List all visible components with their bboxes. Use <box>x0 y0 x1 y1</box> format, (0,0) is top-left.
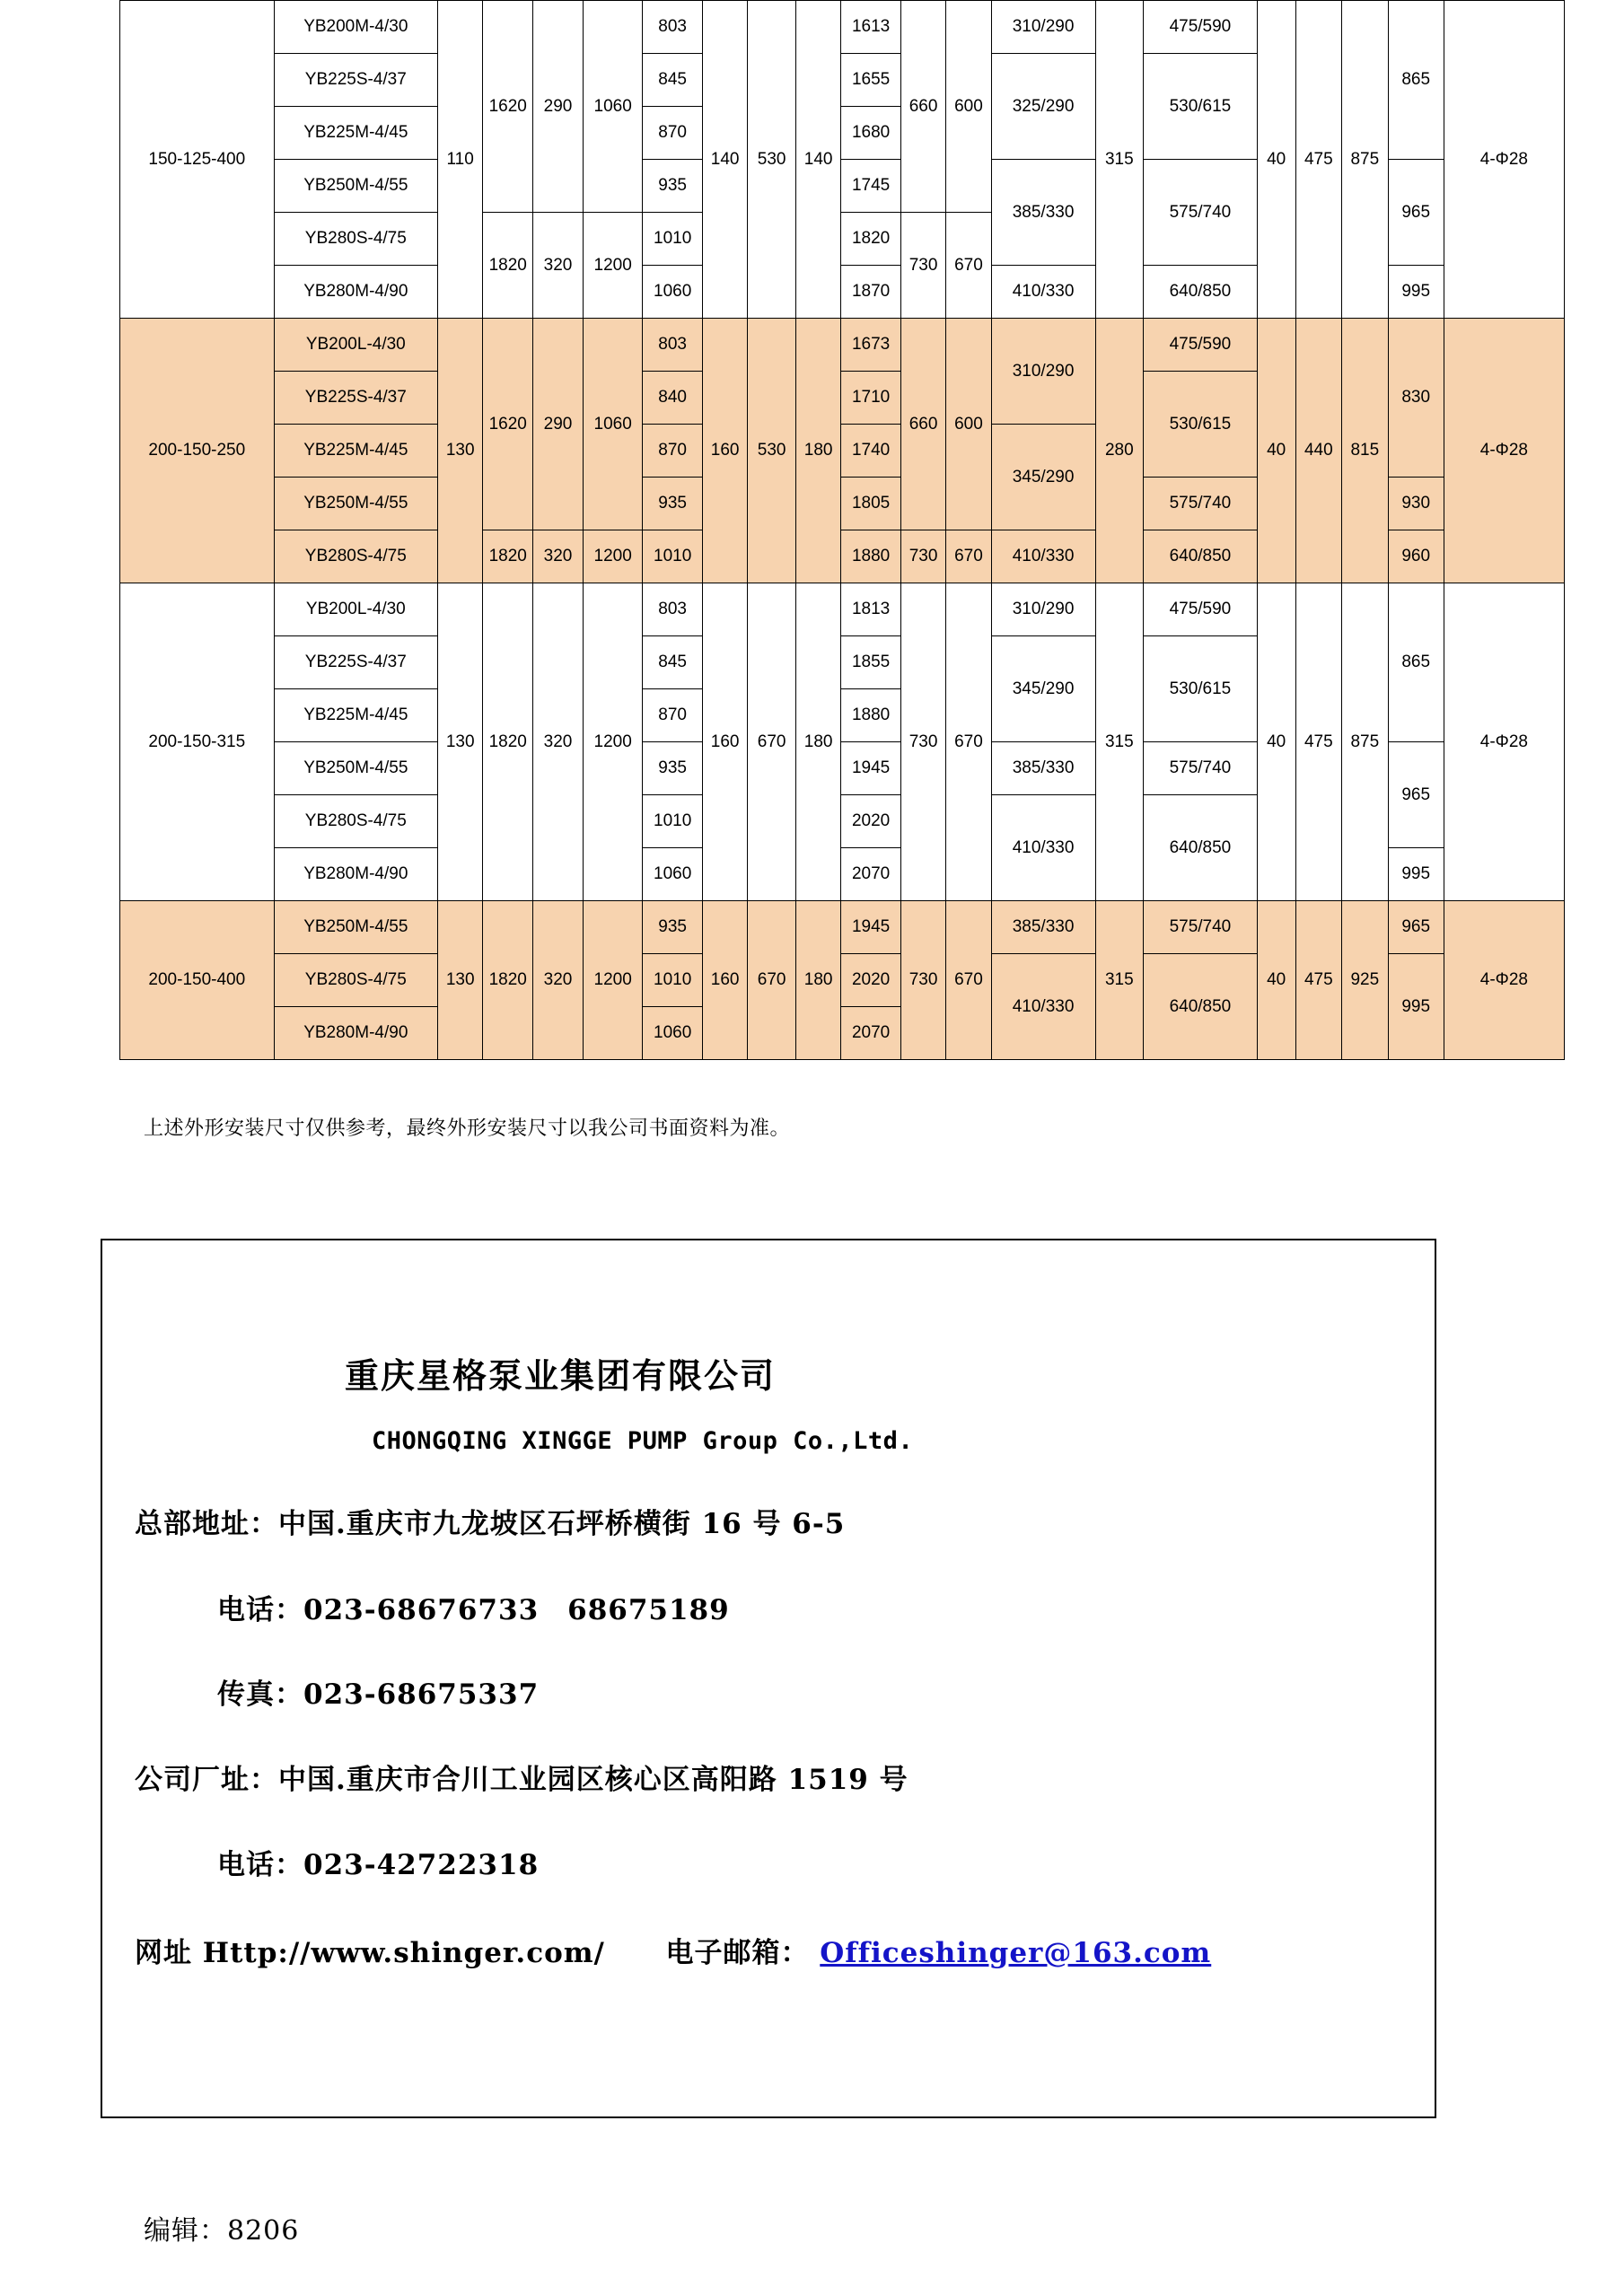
cell-dim-n: 475/590 <box>1144 319 1258 372</box>
cell-dim-n: 640/850 <box>1144 795 1258 901</box>
cell-dim-d: 1200 <box>583 901 643 1060</box>
cell-dim-b: 1620 <box>483 319 533 530</box>
cell-motor-model: YB250M-4/55 <box>274 742 437 795</box>
cell-dim-d: 1200 <box>583 530 643 583</box>
cell-dim-n: 640/850 <box>1144 530 1258 583</box>
cell-motor-model: YB200L-4/30 <box>274 319 437 372</box>
cell-motor-model: YB280S-4/75 <box>274 213 437 266</box>
cell-dim-n: 575/740 <box>1144 478 1258 530</box>
cell-dim-i: 1710 <box>841 372 901 425</box>
cell-dim-j: 660 <box>900 319 945 530</box>
cell-dim-r: 830 <box>1388 319 1444 478</box>
cell-dim-b: 1820 <box>483 213 533 319</box>
cell-pump-size: 200-150-250 <box>120 319 275 583</box>
cell-dim-i: 1820 <box>841 213 901 266</box>
cell-dim-c: 290 <box>533 319 584 530</box>
cell-dim-n: 640/850 <box>1144 954 1258 1060</box>
cell-dim-n: 575/740 <box>1144 901 1258 954</box>
cell-dim-k: 600 <box>946 1 991 213</box>
cell-dim-n: 575/740 <box>1144 742 1258 795</box>
cell-dim-q: 925 <box>1342 901 1388 1060</box>
cell-dim-n: 640/850 <box>1144 266 1258 319</box>
cell-dim-i: 1880 <box>841 689 901 742</box>
website-email-row <box>135 1930 1211 1970</box>
cell-bolt-spec: 4-Φ28 <box>1444 1 1564 319</box>
cell-dim-l: 310/290 <box>991 1 1095 54</box>
cell-dim-e: 1060 <box>643 1007 703 1060</box>
cell-dim-n: 575/740 <box>1144 160 1258 266</box>
cell-dim-e: 1010 <box>643 530 703 583</box>
cell-dim-i: 1745 <box>841 160 901 213</box>
cell-dim-l: 385/330 <box>991 160 1095 266</box>
table-row <box>120 1 1565 54</box>
cell-dim-j: 730 <box>900 530 945 583</box>
cell-dim-e: 935 <box>643 478 703 530</box>
cell-dim-f: 140 <box>702 1 747 319</box>
cell-pump-size: 150-125-400 <box>120 1 275 319</box>
dimensions-table <box>119 0 1565 1060</box>
cell-dim-d: 1060 <box>583 319 643 530</box>
cell-dim-d: 1200 <box>583 583 643 901</box>
cell-dim-e: 1060 <box>643 848 703 901</box>
table-disclaimer-note: 上述外形安装尺寸仅供参考，最终外形安装尺寸以我公司书面资料为准。 <box>144 1117 791 1140</box>
cell-dim-a: 130 <box>437 319 482 583</box>
cell-dim-g: 530 <box>748 319 796 583</box>
cell-dim-r: 965 <box>1388 901 1444 954</box>
cell-dim-e: 845 <box>643 54 703 107</box>
cell-dim-q: 875 <box>1342 583 1388 901</box>
cell-dim-r: 995 <box>1388 266 1444 319</box>
cell-dim-i: 1945 <box>841 901 901 954</box>
cell-dim-r: 995 <box>1388 954 1444 1060</box>
cell-pump-size: 200-150-400 <box>120 901 275 1060</box>
cell-dim-h: 180 <box>795 319 840 583</box>
cell-dim-k: 670 <box>946 583 991 901</box>
cell-dim-f: 160 <box>702 583 747 901</box>
cell-dim-k: 670 <box>946 901 991 1060</box>
cell-dim-a: 110 <box>437 1 482 319</box>
cell-dim-i: 1805 <box>841 478 901 530</box>
cell-dim-e: 935 <box>643 901 703 954</box>
cell-dim-r: 995 <box>1388 848 1444 901</box>
cell-dim-h: 140 <box>795 1 840 319</box>
cell-dim-p: 475 <box>1295 1 1341 319</box>
cell-dim-i: 1673 <box>841 319 901 372</box>
cell-dim-o: 40 <box>1257 1 1295 319</box>
cell-dim-m: 315 <box>1095 901 1144 1060</box>
cell-dim-l: 325/290 <box>991 54 1095 160</box>
cell-dim-r: 865 <box>1388 1 1444 160</box>
table-row <box>120 583 1565 636</box>
cell-dim-k: 600 <box>946 319 991 530</box>
cell-dim-i: 1680 <box>841 107 901 160</box>
cell-motor-model: YB280S-4/75 <box>274 795 437 848</box>
cell-dim-p: 475 <box>1295 583 1341 901</box>
cell-dim-e: 1060 <box>643 266 703 319</box>
cell-dim-k: 670 <box>946 213 991 319</box>
cell-dim-i: 1740 <box>841 425 901 478</box>
cell-dim-i: 2070 <box>841 848 901 901</box>
cell-dim-r: 965 <box>1388 742 1444 848</box>
cell-dim-c: 320 <box>533 901 584 1060</box>
cell-dim-h: 180 <box>795 583 840 901</box>
cell-dim-i: 1613 <box>841 1 901 54</box>
cell-motor-model: YB200M-4/30 <box>274 1 437 54</box>
cell-dim-i: 2020 <box>841 795 901 848</box>
hq-phone: 电话：023-68676733 68675189 <box>217 1594 730 1626</box>
cell-dim-b: 1820 <box>483 901 533 1060</box>
cell-dim-e: 870 <box>643 425 703 478</box>
cell-motor-model: YB225S-4/37 <box>274 372 437 425</box>
cell-dim-a: 130 <box>437 583 482 901</box>
cell-dim-m: 315 <box>1095 1 1144 319</box>
cell-motor-model: YB280S-4/75 <box>274 530 437 583</box>
cell-dim-f: 160 <box>702 901 747 1060</box>
cell-dim-g: 670 <box>748 901 796 1060</box>
company-name-en: CHONGQING XINGGE PUMP Group Co.,Ltd. <box>372 1427 914 1455</box>
cell-dim-e: 845 <box>643 636 703 689</box>
email-address-link[interactable]: Officeshinger@163.com <box>820 1937 1212 1969</box>
cell-dim-r: 865 <box>1388 583 1444 742</box>
cell-motor-model: YB225M-4/45 <box>274 425 437 478</box>
editor-code: 编辑：8206 <box>144 2215 300 2247</box>
cell-motor-model: YB280M-4/90 <box>274 1007 437 1060</box>
cell-dim-p: 440 <box>1295 319 1341 583</box>
cell-bolt-spec: 4-Φ28 <box>1444 319 1564 583</box>
email-label: 电子邮箱： <box>665 1937 810 1969</box>
cell-dim-e: 870 <box>643 107 703 160</box>
cell-dim-o: 40 <box>1257 901 1295 1060</box>
cell-dim-j: 730 <box>900 901 945 1060</box>
cell-pump-size: 200-150-315 <box>120 583 275 901</box>
cell-dim-a: 130 <box>437 901 482 1060</box>
cell-dim-r: 960 <box>1388 530 1444 583</box>
cell-motor-model: YB225M-4/45 <box>274 107 437 160</box>
cell-dim-i: 1813 <box>841 583 901 636</box>
cell-dim-o: 40 <box>1257 583 1295 901</box>
cell-dim-i: 2020 <box>841 954 901 1007</box>
cell-dim-g: 670 <box>748 583 796 901</box>
cell-dim-c: 320 <box>533 530 584 583</box>
cell-dim-l: 345/290 <box>991 425 1095 530</box>
cell-dim-r: 930 <box>1388 478 1444 530</box>
cell-dim-q: 875 <box>1342 1 1388 319</box>
cell-dim-e: 935 <box>643 160 703 213</box>
cell-dim-p: 475 <box>1295 901 1341 1060</box>
cell-motor-model: YB200L-4/30 <box>274 583 437 636</box>
cell-dim-m: 315 <box>1095 583 1144 901</box>
cell-bolt-spec: 4-Φ28 <box>1444 583 1564 901</box>
cell-motor-model: YB225S-4/37 <box>274 54 437 107</box>
contact-info-box <box>101 1239 1436 2118</box>
cell-dim-b: 1820 <box>483 583 533 901</box>
cell-motor-model: YB225S-4/37 <box>274 636 437 689</box>
cell-dim-l: 410/330 <box>991 530 1095 583</box>
cell-dim-e: 1010 <box>643 213 703 266</box>
cell-motor-model: YB280S-4/75 <box>274 954 437 1007</box>
cell-dim-l: 385/330 <box>991 901 1095 954</box>
cell-dim-l: 385/330 <box>991 742 1095 795</box>
cell-dim-n: 530/615 <box>1144 54 1258 160</box>
cell-dim-l: 310/290 <box>991 583 1095 636</box>
cell-dim-n: 475/590 <box>1144 583 1258 636</box>
cell-dim-l: 345/290 <box>991 636 1095 742</box>
cell-dim-i: 1880 <box>841 530 901 583</box>
cell-dim-e: 803 <box>643 583 703 636</box>
cell-dim-r: 965 <box>1388 160 1444 266</box>
cell-dim-e: 1010 <box>643 954 703 1007</box>
cell-dim-n: 530/615 <box>1144 372 1258 478</box>
cell-dim-l: 410/330 <box>991 266 1095 319</box>
cell-dim-j: 730 <box>900 583 945 901</box>
cell-dim-c: 290 <box>533 1 584 213</box>
cell-dim-l: 310/290 <box>991 319 1095 425</box>
website-text[interactable]: 网址 Http://www.shinger.com/ <box>135 1937 605 1969</box>
hq-address: 总部地址：中国.重庆市九龙坡区石坪桥横街 16 号 6-5 <box>135 1508 846 1540</box>
cell-dim-e: 803 <box>643 1 703 54</box>
cell-dim-c: 320 <box>533 583 584 901</box>
cell-dim-i: 1655 <box>841 54 901 107</box>
factory-phone: 电话：023-42722318 <box>217 1849 540 1881</box>
cell-motor-model: YB280M-4/90 <box>274 848 437 901</box>
cell-dim-e: 935 <box>643 742 703 795</box>
cell-dim-i: 1870 <box>841 266 901 319</box>
cell-dim-j: 660 <box>900 1 945 213</box>
cell-bolt-spec: 4-Φ28 <box>1444 901 1564 1060</box>
table-row <box>120 901 1565 954</box>
cell-dim-h: 180 <box>795 901 840 1060</box>
fax-number: 传真：023-68675337 <box>217 1678 540 1711</box>
cell-dim-b: 1620 <box>483 1 533 213</box>
cell-dim-i: 1945 <box>841 742 901 795</box>
cell-dim-i: 2070 <box>841 1007 901 1060</box>
factory-address: 公司厂址：中国.重庆市合川工业园区核心区高阳路 1519 号 <box>135 1764 909 1796</box>
cell-dim-c: 320 <box>533 213 584 319</box>
cell-dim-l: 410/330 <box>991 795 1095 901</box>
cell-dim-n: 530/615 <box>1144 636 1258 742</box>
cell-dim-f: 160 <box>702 319 747 583</box>
cell-motor-model: YB225M-4/45 <box>274 689 437 742</box>
company-name-cn: 重庆星格泵业集团有限公司 <box>345 1356 777 1396</box>
cell-motor-model: YB250M-4/55 <box>274 478 437 530</box>
cell-dim-j: 730 <box>900 213 945 319</box>
cell-dim-l: 410/330 <box>991 954 1095 1060</box>
cell-dim-d: 1060 <box>583 1 643 213</box>
cell-dim-b: 1820 <box>483 530 533 583</box>
cell-dim-o: 40 <box>1257 319 1295 583</box>
dimensions-table-container <box>119 0 1565 1060</box>
cell-dim-n: 475/590 <box>1144 1 1258 54</box>
cell-dim-e: 840 <box>643 372 703 425</box>
cell-motor-model: YB250M-4/55 <box>274 160 437 213</box>
cell-motor-model: YB280M-4/90 <box>274 266 437 319</box>
cell-dim-k: 670 <box>946 530 991 583</box>
cell-motor-model: YB250M-4/55 <box>274 901 437 954</box>
cell-dim-e: 870 <box>643 689 703 742</box>
cell-dim-m: 280 <box>1095 319 1144 583</box>
cell-dim-e: 1010 <box>643 795 703 848</box>
cell-dim-e: 803 <box>643 319 703 372</box>
table-row <box>120 319 1565 372</box>
cell-dim-q: 815 <box>1342 319 1388 583</box>
cell-dim-g: 530 <box>748 1 796 319</box>
cell-dim-d: 1200 <box>583 213 643 319</box>
cell-dim-i: 1855 <box>841 636 901 689</box>
